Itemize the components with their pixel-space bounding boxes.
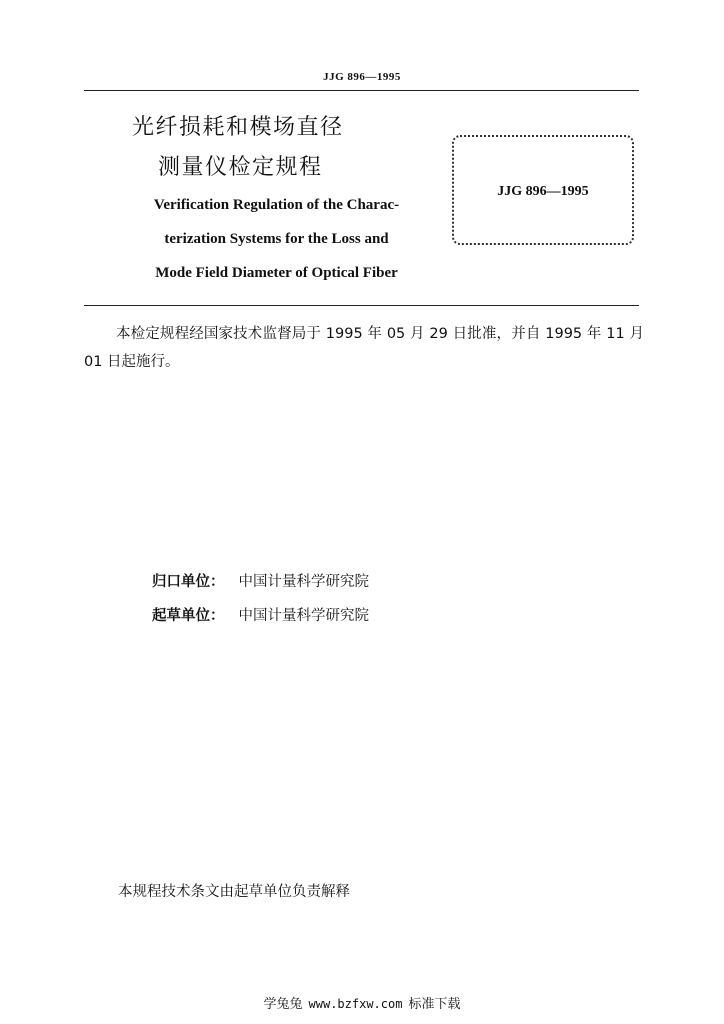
title-english-line-1: Verification Regulation of the Charac-: [153, 197, 400, 213]
responsible-unit-row: [152, 570, 369, 591]
drafting-unit-label: 起草单位：: [152, 608, 225, 624]
header-standard-code: JJG 896—1995: [323, 71, 401, 83]
title-block-rule: [84, 305, 639, 306]
standard-code-box-text: JJG 896—1995: [497, 184, 589, 199]
drafting-unit-row: [152, 604, 369, 625]
title-chinese-line-1: 光纤损耗和模场直径: [132, 115, 344, 140]
drafting-unit-value: 中国计量科学研究院: [238, 608, 369, 624]
responsible-unit-label: 归口单位：: [152, 574, 225, 590]
title-english-line-3: Mode Field Diameter of Optical Fiber: [155, 265, 398, 281]
footer-suffix: 标准下载: [408, 997, 461, 1012]
standard-code-box: [452, 135, 634, 245]
footer-watermark: [0, 993, 724, 1012]
interpretation-note: 本规程技术条文由起草单位负责解释: [118, 884, 350, 900]
title-english-line-2: terization Systems for the Loss and: [164, 231, 389, 247]
title-chinese-line-2: 测量仪检定规程: [158, 155, 323, 180]
responsible-unit-value: 中国计量科学研究院: [238, 574, 369, 590]
header-rule: [84, 90, 639, 91]
approval-statement: 本检定规程经国家技术监督局于 1995 年 05 月 29 日批准，并自 1995 年 11 月 01 日起施行。: [84, 326, 644, 370]
footer-prefix: 学兔兔: [263, 997, 303, 1012]
footer-url-link[interactable]: www.bzfxw.com: [308, 997, 403, 1011]
